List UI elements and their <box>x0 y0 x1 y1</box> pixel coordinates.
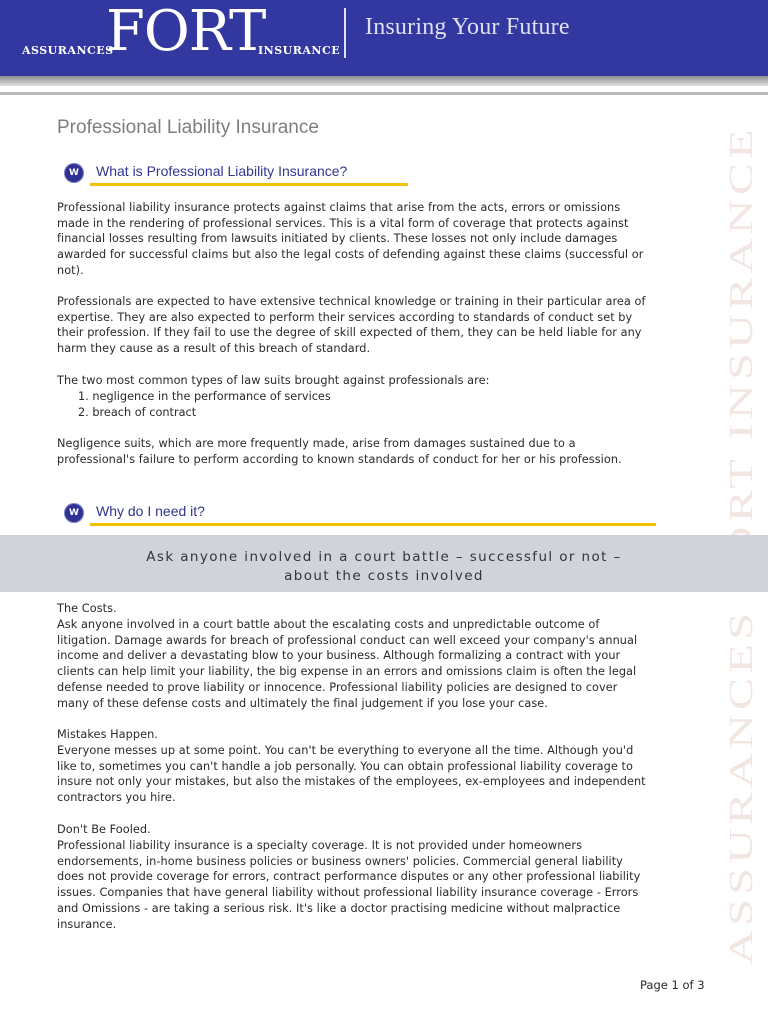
page-number: Page 1 of 3 <box>640 978 705 992</box>
list-item: 2. breach of contract <box>78 405 197 419</box>
quote-banner <box>0 535 768 592</box>
fort-badge-icon: W <box>64 163 84 183</box>
header-shadow <box>0 76 768 86</box>
heading-underline <box>90 183 408 186</box>
banner-line-1: Ask anyone involved in a court battle – successful or not – <box>146 549 622 565</box>
brand-logo-fort: FORT <box>106 0 266 64</box>
paragraph-costs: Ask anyone involved in a court battle about the escalating costs and unpredictable outcome of litigation. Damage awards for breach of professional conduct can well exceed your company's annual income and deliver a devastating blow to your business. Although formalizing a contract with your clients can help limit your liability, the big expense in an errors and omissions claim is often the legal defense needed to prove liability or innocence. Professional liability policies are designed to cover many of these defense costs and ultimately the final judgement if you lose your case. <box>57 618 638 710</box>
list-item: 1. negligence in the performance of services <box>78 390 331 403</box>
paragraph-negligence: Negligence suits, which are more frequently made, arise from damages sustained due to a professional's failure to perform according to known standards of conduct for her or his profession. <box>57 437 622 466</box>
fort-badge-icon: W <box>64 503 84 523</box>
header-divider <box>344 8 346 58</box>
tagline: Insuring Your Future <box>365 14 570 40</box>
subheading-costs: The Costs. <box>57 602 117 615</box>
section-heading-text: Why do I need it? <box>96 503 205 519</box>
paragraph-lawsuit-types: The two most common types of law suits brought against professionals are: <box>57 374 490 387</box>
brand-insurance: INSURANCE <box>258 44 341 57</box>
paragraph-expectations: Professionals are expected to have extensive technical knowledge or training in their particular area of expertise. They are also expected to perform their services according to standards of conduct set by their profession. If they fail to use the degree of skill expected of them, they can be held liable for any harm they cause as a result of this breach of standard. <box>57 295 646 356</box>
paragraph-definition: Professional liability insurance protects against claims that arise from the acts, errors or omissions made in the rendering of professional services. This is a vital form of coverage that protects against financial losses resulting from lawsuits initiated by clients. These losses not only include damages awarded for successful claims but also the legal costs of defending against these claims (successful or not). <box>57 201 644 277</box>
page-title: Professional Liability Insurance <box>57 117 319 138</box>
watermark-text: ASSURANCES FORT INSURANCE <box>723 373 760 965</box>
subheading-fooled: Don't Be Fooled. <box>57 823 151 836</box>
header-bar <box>0 0 768 76</box>
banner-line-2: about the costs involved <box>284 568 484 584</box>
section-heading-text: What is Professional Liability Insurance? <box>96 163 348 179</box>
lawsuit-list <box>78 389 331 420</box>
paragraph-mistakes: Everyone messes up at some point. You can't be everything to everyone all the time. Although you'd like to, sometimes you can't handle a job personally. You can obtain professional liability coverage to insure not only your mistakes, but also the mistakes of the employees, ex-employees and independent contractors you hire. <box>57 744 646 805</box>
subheading-mistakes: Mistakes Happen. <box>57 728 158 741</box>
paragraph-fooled: Professional liability insurance is a specialty coverage. It is not provided under homeowners endorsements, in-home business policies or business owners' policies. Commercial general liability does not provide coverage for errors, contract performance disputes or any other professional liability issues. Companies that have general liability without professional liability insurance coverage - Errors and Omissions - are taking a serious risk. It's like a doctor practising medicine without malpractice insurance. <box>57 839 641 931</box>
brand-assurances: ASSURANCES <box>22 44 114 57</box>
header-rule <box>0 92 768 95</box>
heading-underline <box>90 523 656 526</box>
